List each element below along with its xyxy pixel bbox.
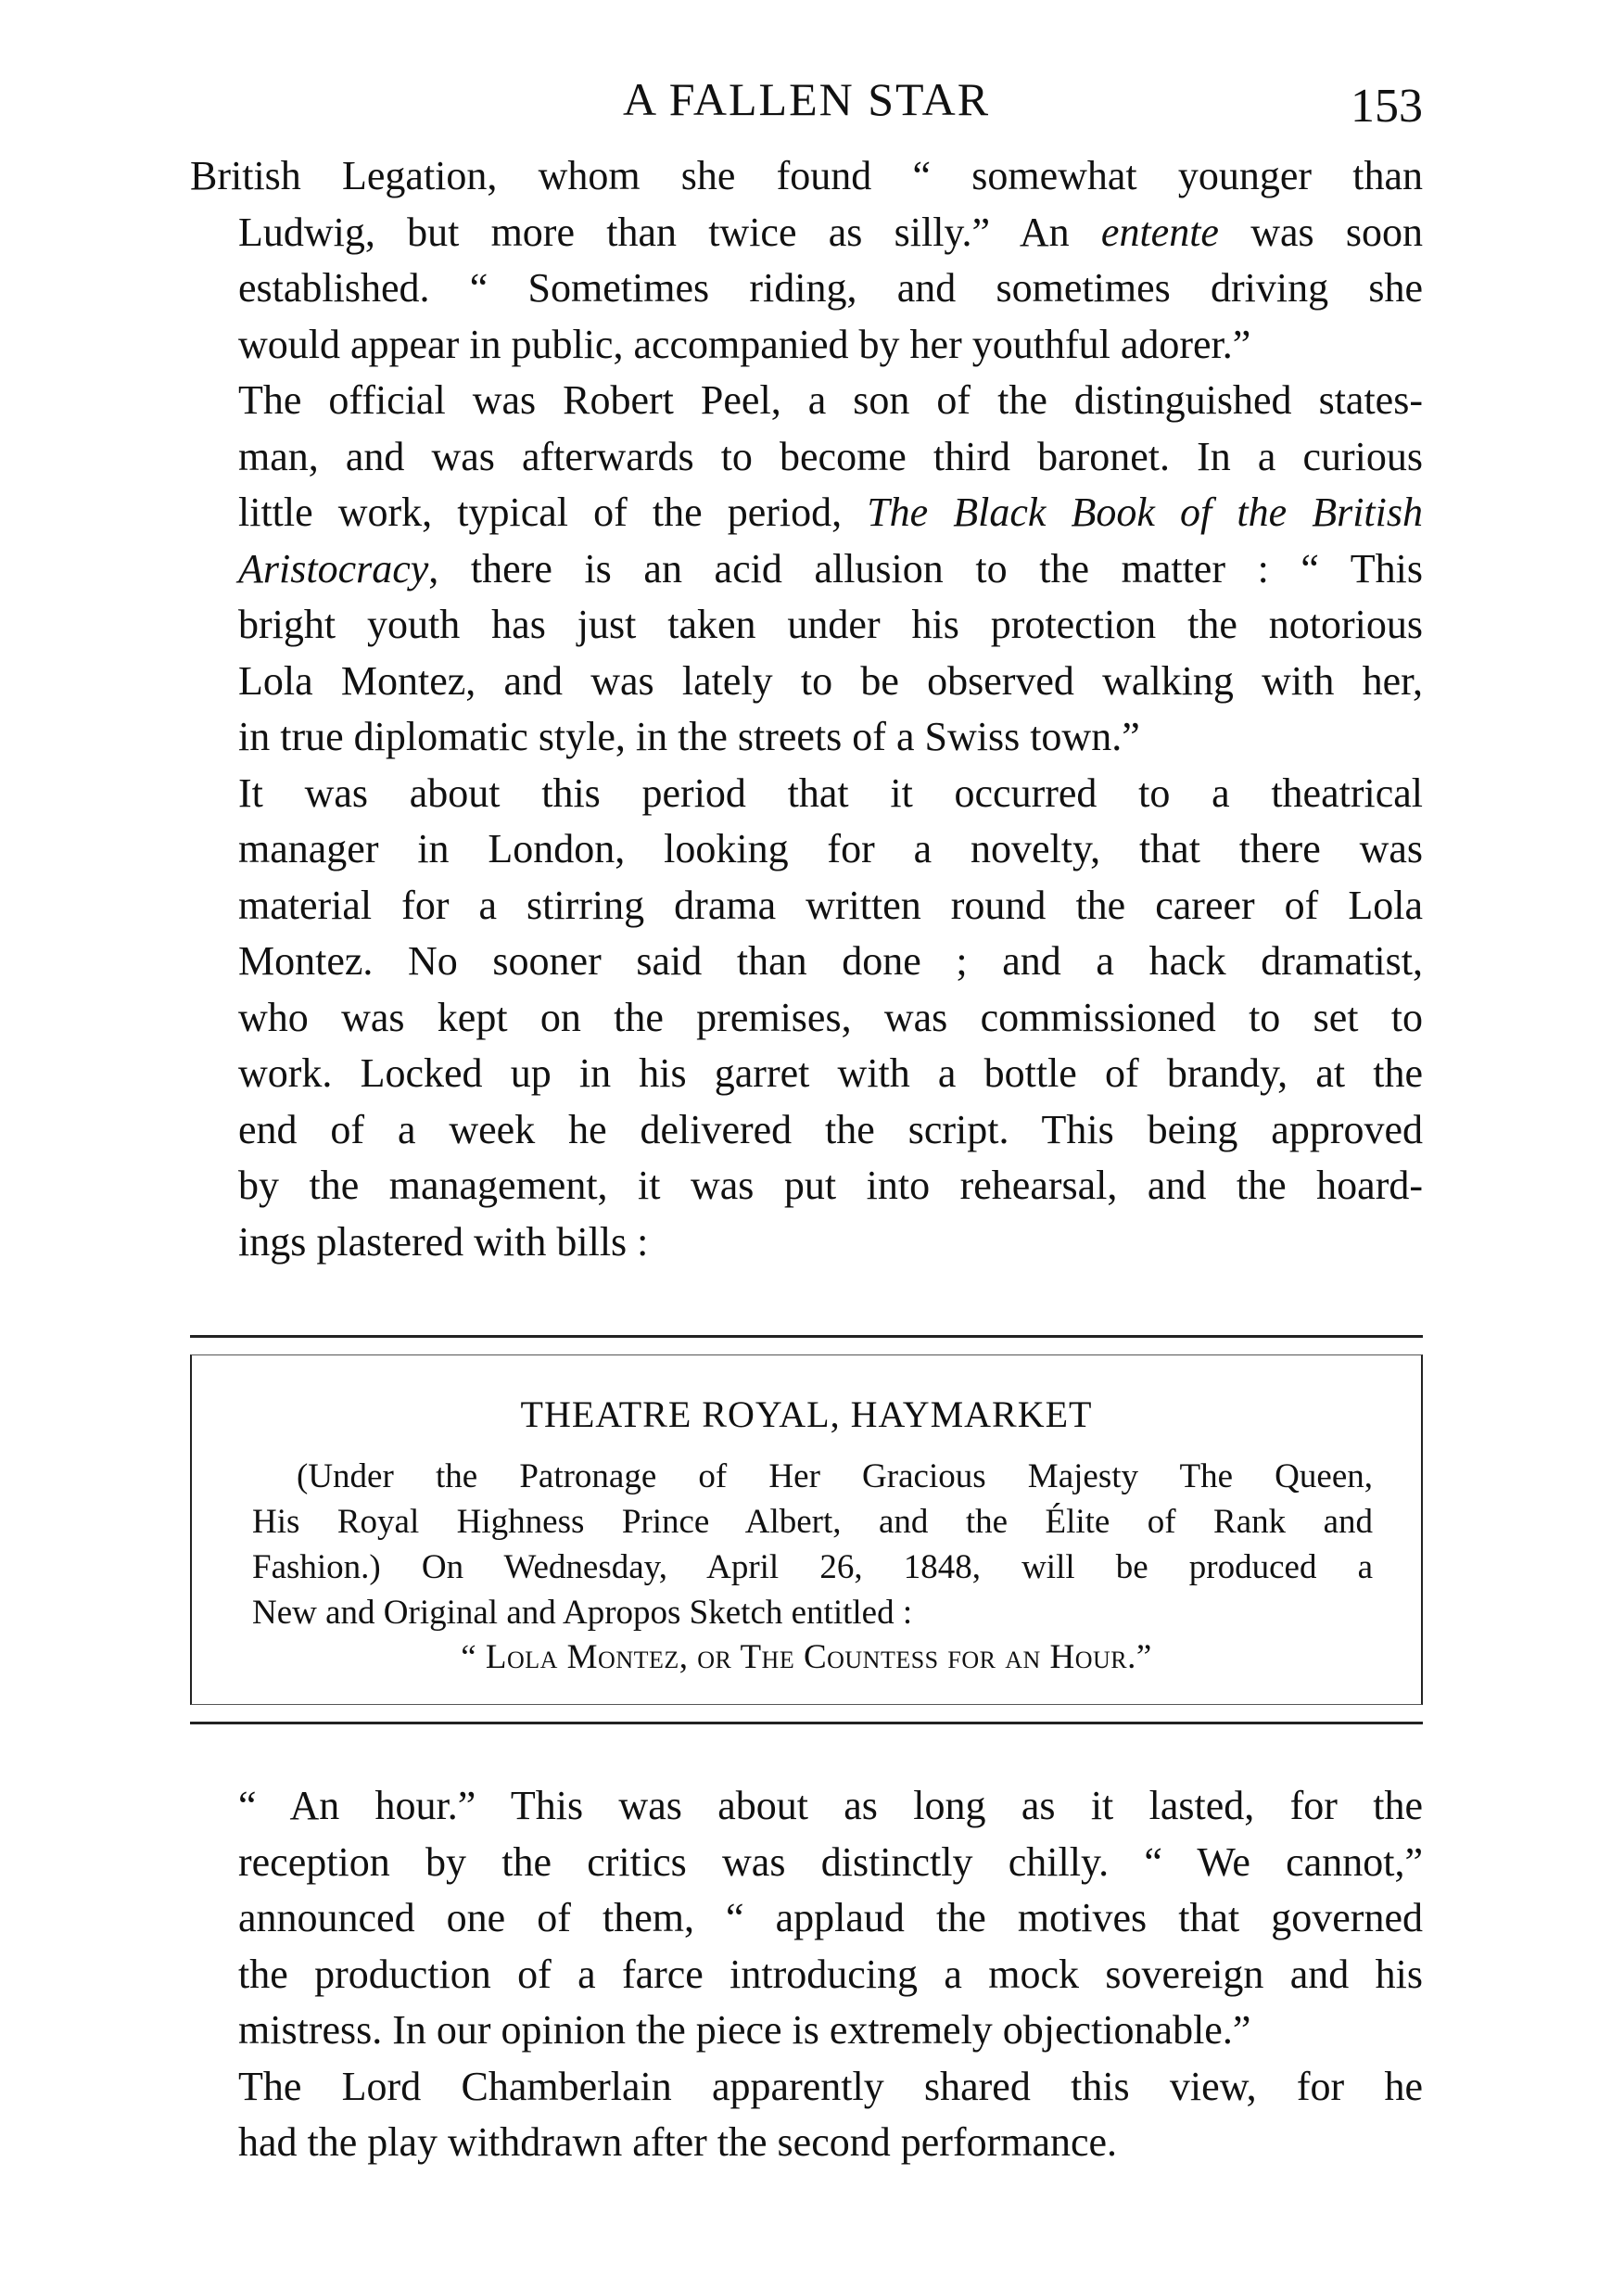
text-line: The Lord Chamberlain apparently shared this view, for he	[238, 2063, 1423, 2109]
text-line: material for a stirring drama written round the career of Lola	[238, 882, 1423, 928]
text-line: It was about this period that it occurred to a theatrical	[238, 769, 1423, 816]
text-line: who was kept on the premises, was commissioned to set to	[238, 994, 1423, 1040]
text-line: Lola Montez, and was lately to be observed walking with her,	[238, 657, 1423, 704]
notice-body	[252, 1454, 1373, 1635]
text-line: the production of a farce introducing a mock sovereign and his	[238, 1951, 1423, 1997]
notice-line: New and Original and Apropos Sketch entitled :	[252, 1594, 913, 1632]
paragraph	[190, 2059, 1423, 2171]
text-line: by the management, it was put into rehearsal, and the hoard-	[238, 1163, 1423, 1208]
text-line: announced one of them, “ applaud the motives that governed	[238, 1895, 1423, 1940]
notice-play-title: “ Lola Montez, or The Countess for an Hour.”	[461, 1638, 1152, 1676]
text-line: reception by the critics was distinctly chilly. “ We cannot,”	[238, 1838, 1423, 1885]
paragraph	[190, 1778, 1423, 2059]
text-line: bright youth has just taken under his protection the notorious	[238, 602, 1423, 647]
paragraph	[190, 373, 1423, 766]
text-line: man, and was afterwards to become third baronet. In a curious	[238, 433, 1423, 479]
text-line: Ludwig, but more than twice as silly.” An entente was soon	[238, 209, 1423, 255]
text-line: work. Locked up in his garret with a bottle of brandy, at the	[238, 1050, 1423, 1096]
text-line: “ An hour.” This was about as long as it lasted, for the	[238, 1783, 1423, 1828]
paragraph	[190, 148, 1423, 373]
text-line: had the play withdrawn after the second performance.	[238, 2119, 1118, 2165]
body-text-top	[190, 148, 1423, 1270]
text-line: in true diplomatic style, in the streets of a Swiss town.”	[238, 714, 1140, 759]
notice-frame	[190, 1354, 1423, 1705]
notice-line: (Under the Patronage of Her Gracious Majesty The Queen,	[297, 1457, 1373, 1495]
text-line: manager in London, looking for a novelty, that there was	[238, 826, 1423, 871]
notice-title: THEATRE ROYAL, HAYMARKET	[520, 1393, 1093, 1435]
running-title: A FALLEN STAR	[622, 73, 991, 125]
notice-line: His Royal Highness Prince Albert, and the Élite of Rank and	[252, 1503, 1373, 1541]
text-line: The official was Robert Peel, a son of the distinguished states-	[238, 377, 1423, 423]
text-line: would appear in public, accompanied by her youthful adorer.”	[238, 321, 1251, 367]
text-line: Aristocracy, there is an acid allusion to the matter : “ This	[238, 545, 1423, 591]
text-line: mistress. In our opinion the piece is extremely objectionable.”	[238, 2007, 1251, 2053]
text-line: Montez. No sooner said than done ; and a hack dramatist,	[238, 938, 1423, 984]
body-text-bottom	[190, 1778, 1423, 2171]
paragraph	[190, 766, 1423, 1271]
text-line: British Legation, whom she found “ somewhat younger than	[190, 153, 1423, 198]
notice-line: Fashion.) On Wednesday, April 26, 1848, will be produced a	[252, 1548, 1373, 1586]
text-line: ings plastered with bills :	[238, 1218, 649, 1265]
text-line: end of a week he delivered the script. This being approved	[238, 1106, 1423, 1152]
text-line: established. “ Sometimes riding, and sometimes driving she	[238, 265, 1423, 311]
theatre-notice	[190, 1335, 1423, 1724]
page-header	[190, 67, 1423, 132]
page-number: 153	[1351, 80, 1423, 133]
text-line: little work, typical of the period, The Black Book of the British	[238, 490, 1423, 535]
